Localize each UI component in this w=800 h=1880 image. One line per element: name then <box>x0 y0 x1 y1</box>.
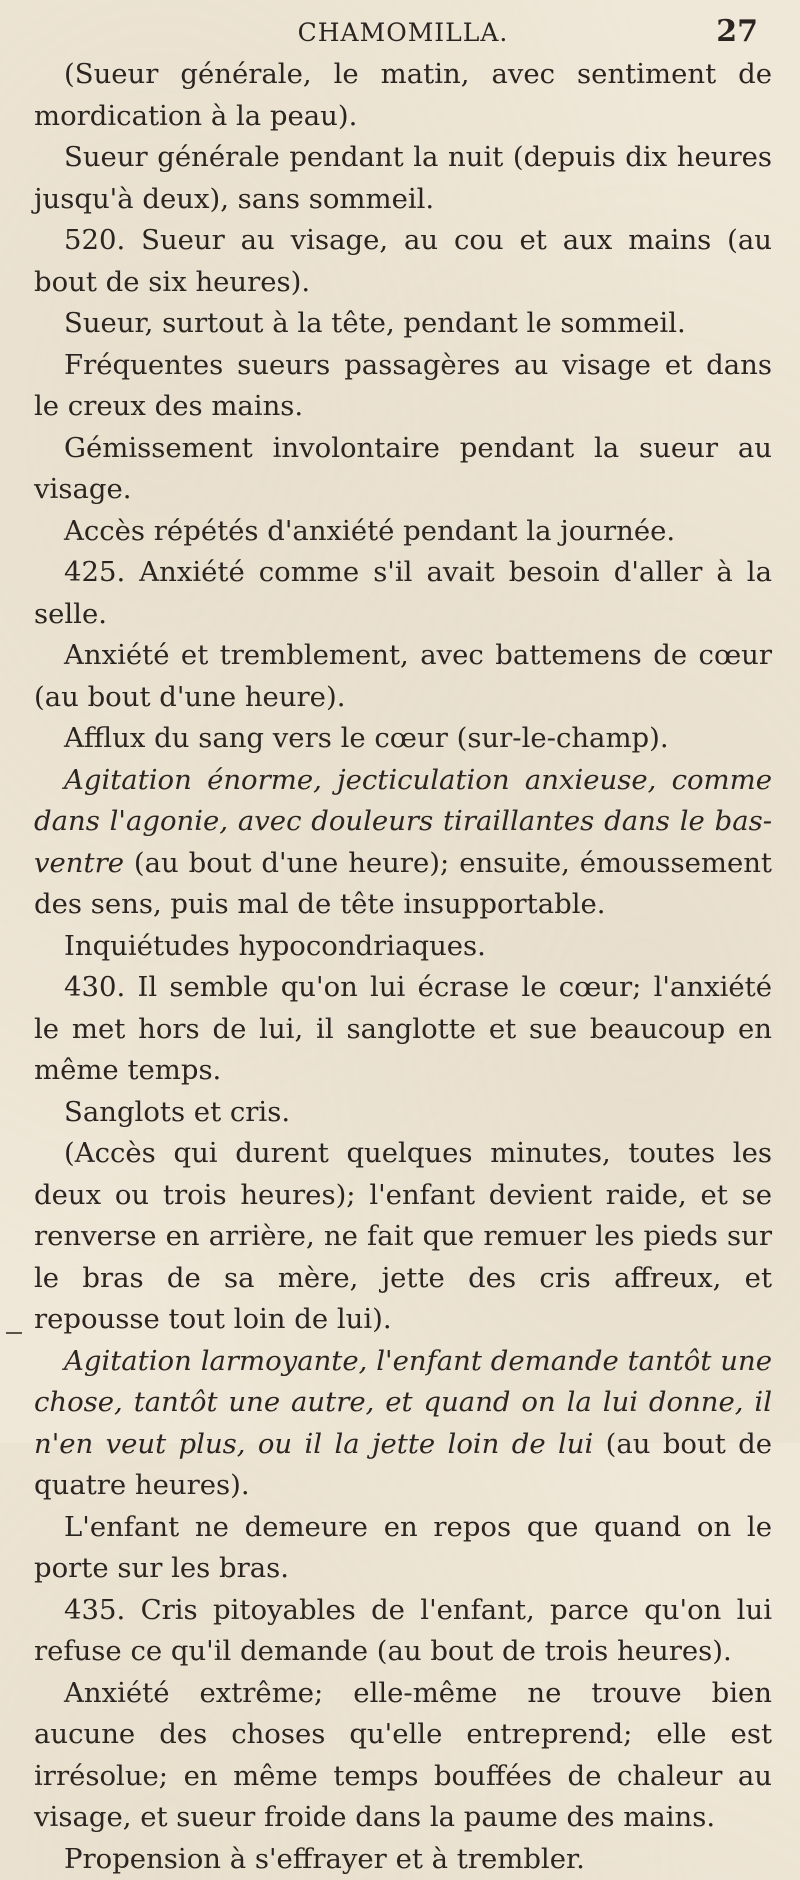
italic-text: Agitation énorme, jecticulation anxieuse, comme dans l'agonie, avec douleurs tiraillantes dans le bas-ventre <box>34 764 772 879</box>
regular-text: (au bout de quatre heures). <box>34 1428 772 1502</box>
paragraph-mixed <box>34 760 772 926</box>
paragraph: Inquiétudes hypocondriaques. <box>34 926 772 968</box>
paragraph: Afflux du sang vers le cœur (sur-le-champ). <box>34 718 772 760</box>
paragraph: Anxiété extrême; elle-même ne trouve bien aucune des choses qu'elle entreprend; elle est irrésolue; en même temps bouffées de chaleur au visage, et sueur froide dans la paume des mains. <box>34 1673 772 1839</box>
page-number: 27 <box>716 14 758 49</box>
paragraph-mixed <box>34 1341 772 1507</box>
running-head <box>34 8 772 52</box>
paragraph: 520. Sueur au visage, au cou et aux mains (au bout de six heures). <box>34 220 772 303</box>
paragraph: 435. Cris pitoyables de l'enfant, parce qu'on lui refuse ce qu'il demande (au bout de trois heures). <box>34 1590 772 1673</box>
paragraph: Propension à s'effrayer et à trembler. <box>34 1839 772 1880</box>
italic-text: Agitation larmoyante, l'enfant demande tantôt une chose, tantôt une autre, et quand on la lui donne, il n'en veut plus, ou il la jette loin de lui <box>34 1345 772 1460</box>
paragraph: L'enfant ne demeure en repos que quand on le porte sur les bras. <box>34 1507 772 1590</box>
paragraph: 430. Il semble qu'on lui écrase le cœur; l'anxiété le met hors de lui, il sanglotte et sue beaucoup en même temps. <box>34 967 772 1092</box>
paragraph: Accès répétés d'anxiété pendant la journée. <box>34 511 772 553</box>
paragraph: Gémissement involontaire pendant la sueur au visage. <box>34 428 772 511</box>
margin-mark <box>6 1332 22 1334</box>
page-title: CHAMOMILLA. <box>34 18 772 47</box>
paragraph: Fréquentes sueurs passagères au visage et dans le creux des mains. <box>34 345 772 428</box>
paragraph: (Accès qui durent quelques minutes, toutes les deux ou trois heures); l'enfant devient raide, et se renverse en arrière, ne fait que remuer les pieds sur le bras de sa mère, jette des cris affreux, et repousse tout loin de lui). <box>34 1133 772 1341</box>
regular-text: (au bout d'une heure); ensuite, émoussement des sens, puis mal de tête insupportable. <box>34 847 772 921</box>
paragraph: Sueur, surtout à la tête, pendant le sommeil. <box>34 303 772 345</box>
paragraph: Sanglots et cris. <box>34 1092 772 1134</box>
paragraph: 425. Anxiété comme s'il avait besoin d'aller à la selle. <box>34 552 772 635</box>
paragraph: Sueur générale pendant la nuit (depuis dix heures jusqu'à deux), sans sommeil. <box>34 137 772 220</box>
paragraph: Anxiété et tremblement, avec battemens de cœur (au bout d'une heure). <box>34 635 772 718</box>
paragraph: (Sueur générale, le matin, avec sentiment de mordication à la peau). <box>34 54 772 137</box>
text-body <box>34 54 772 1880</box>
